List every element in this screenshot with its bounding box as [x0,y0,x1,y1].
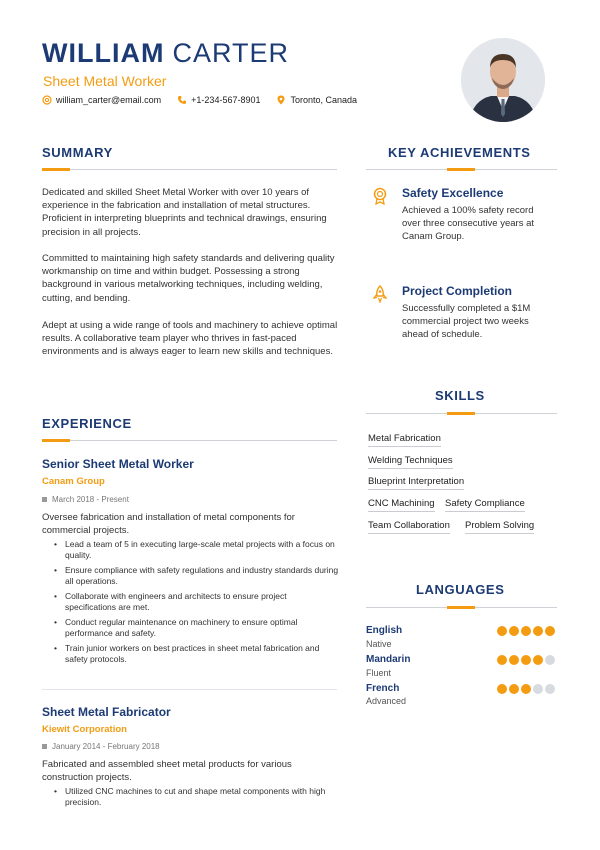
last-name: CARTER [172,38,289,68]
rating-dot-filled [533,626,543,636]
achievements-heading: KEY ACHIEVEMENTS [388,145,531,160]
summary-heading: SUMMARY [42,145,113,160]
first-name: WILLIAM [42,38,165,68]
achievement-2-text: Successfully completed a $1M commercial project two weeks ahead of schedule. [402,303,531,340]
candidate-name [42,38,289,69]
language-rating [497,626,555,636]
rating-dot-filled [509,684,519,694]
language-rating [497,655,555,665]
rating-dot-empty [533,684,543,694]
experience-accent-bar [42,439,70,442]
email-contact[interactable] [42,95,161,105]
at-icon [42,95,52,105]
language-3-name: French [366,683,400,694]
email-text: william_carter@email.com [56,95,162,105]
list-item: • Ensure compliance with safety regulations and industry standards during all operations. [54,565,339,587]
skill-tag: Safety Compliance [445,498,525,512]
skill-tag: Blueprint Interpretation [368,476,464,490]
skill-tag: Team Collaboration [368,520,450,534]
rating-dot-filled [533,655,543,665]
rating-dot-empty [545,655,555,665]
summary-paragraph-2: Committed to maintaining high safety standards and delivering quality workmanship on time and within budget. Possessing a strong background in various metalworking techniques, including welding, cutting, and bending. [42,253,335,304]
list-item: • Conduct regular maintenance on machinery to ensure optimal performance and safety. [54,617,339,639]
job-2-description: Fabricated and assembled sheet metal products for various construction projects. [42,759,292,783]
rocket-icon [372,285,388,303]
location-pin-icon [276,95,286,105]
rating-dot-empty [545,684,555,694]
list-item: • Train junior workers on best practices in sheet metal fabrication and safety protocols. [54,643,339,665]
calendar-icon [42,744,47,749]
job-2-bullets [54,786,339,812]
location-text: Toronto, Canada [290,95,358,105]
achievements-accent-bar [447,168,475,171]
job-separator [42,689,337,690]
skill-tag: Welding Techniques [368,455,453,469]
rating-dot-filled [509,626,519,636]
language-2-name: Mandarin [366,654,411,665]
language-1-name: English [366,625,403,636]
phone-icon [177,95,187,105]
experience-divider [42,440,337,441]
rating-dot-filled [521,684,531,694]
skills-accent-bar [447,412,475,415]
achievement-1-text: Achieved a 100% safety record over three consecutive years at Canam Group. [402,205,535,242]
achievement-1-title: Safety Excellence [402,186,504,200]
contact-info [42,95,357,105]
job-2-dates-text: January 2014 - February 2018 [52,742,160,751]
phone-contact[interactable] [177,95,260,105]
list-item: • Utilized CNC machines to cut and shape metal components with high precision. [54,786,339,808]
rating-dot-filled [521,655,531,665]
job-1-dates [42,495,129,504]
job-1-title: Senior Sheet Metal Worker [42,457,194,471]
rating-dot-filled [521,626,531,636]
skill-tag: CNC Machining [368,498,435,512]
summary-divider [42,169,337,170]
job-2-company: Kiewit Corporation [42,724,127,735]
list-item: • Lead a team of 5 in executing large-scale metal projects with a focus on quality. [54,539,339,561]
job-1-company: Canam Group [42,476,105,487]
skill-tag: Metal Fabrication [368,433,441,447]
language-3-level: Advanced [366,696,407,706]
rating-dot-filled [545,626,555,636]
job-title: Sheet Metal Worker [43,73,167,89]
calendar-icon [42,497,47,502]
rating-dot-filled [497,684,507,694]
profile-photo [461,38,545,122]
experience-heading: EXPERIENCE [42,416,132,431]
job-2-title: Sheet Metal Fabricator [42,705,171,719]
rating-dot-filled [497,655,507,665]
summary-accent-bar [42,168,70,171]
job-1-description: Oversee fabrication and installation of metal components for commercial projects. [42,512,295,536]
job-2-dates [42,742,160,751]
phone-text: +1-234-567-8901 [191,95,261,105]
languages-heading: LANGUAGES [416,582,505,597]
language-rating [497,684,555,694]
medal-icon [372,187,388,205]
languages-accent-bar [447,606,475,609]
achievement-2-title: Project Completion [402,284,513,298]
summary-paragraph-1: Dedicated and skilled Sheet Metal Worker with over 10 years of experience in the fabrication and installation of metal structures. Proficient in interpreting blueprints and technical drawings, ensuring precision in all projects. [42,187,327,238]
language-1-level: Native [366,639,392,649]
summary-paragraph-3: Adept at using a wide range of tools and machinery to achieve optimal results. A collaborative team player who thrives in fast-paced environments and is always eager to learn new skills and techniques. [42,320,338,358]
language-2-level: Fluent [366,668,392,678]
job-1-dates-text: March 2018 - Present [52,495,129,504]
skills-heading: SKILLS [435,388,485,403]
job-1-bullets [54,539,339,669]
rating-dot-filled [497,626,507,636]
list-item: • Collaborate with engineers and architects to ensure project specifications are met. [54,591,339,613]
rating-dot-filled [509,655,519,665]
location-contact [276,95,357,105]
skill-tag: Problem Solving [465,520,534,534]
